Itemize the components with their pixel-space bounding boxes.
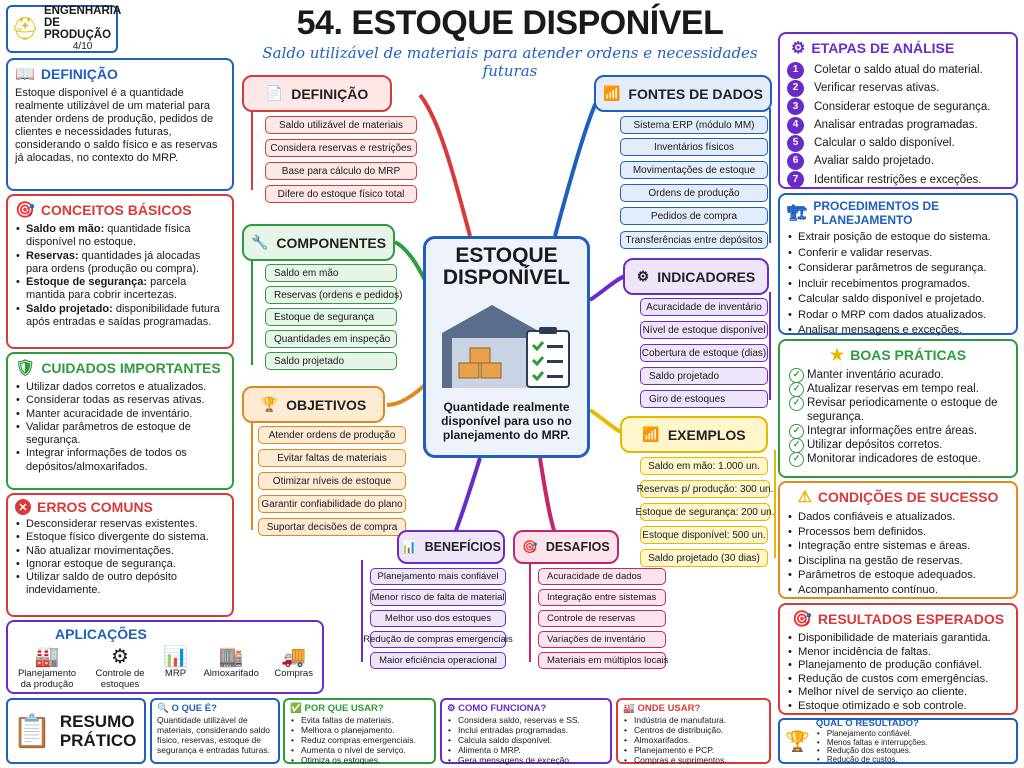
x-circle-icon: ✕ bbox=[15, 499, 31, 515]
leaf-definition: Base para cálculo do MRP bbox=[265, 162, 417, 180]
leaf-data-sources: Transferências entre depósitos bbox=[620, 231, 768, 249]
leaf-objectives: Atender ordens de produção bbox=[258, 426, 406, 444]
list-item: • Evita faltas de materiais. bbox=[290, 715, 429, 725]
leaf-examples: Estoque de segurança: 200 un. bbox=[640, 503, 770, 521]
list-item: • Rodar o MRP com dados atualizados. bbox=[787, 308, 1009, 324]
summary-label: 📋 RESUMO PRÁTICO bbox=[6, 698, 146, 764]
list-item: • Integrar informações de todos os depósitos/almoxarifados. bbox=[15, 447, 225, 474]
leaf-examples: Saldo projetado (30 dias) bbox=[640, 549, 768, 567]
brand-line2: DE PRODUÇÃO bbox=[43, 17, 112, 41]
application-item: 🏭 Planejamento da produção bbox=[17, 646, 77, 690]
list-item: • Melhora o planejamento. bbox=[290, 725, 429, 735]
application-item: 📊 MRP bbox=[163, 646, 188, 679]
list-item: • Inclui entradas programadas. bbox=[447, 725, 605, 735]
warning-icon: ⚠ bbox=[797, 489, 812, 506]
leaf-components: Saldo em mão bbox=[265, 264, 397, 282]
leaf-data-sources: Pedidos de compra bbox=[620, 207, 768, 225]
node-definition: 📄 DEFINIÇÃO bbox=[242, 75, 392, 112]
list-item: • Estoque físico divergente do sistema. bbox=[15, 531, 225, 544]
engineer-helmet-icon: ⛑ bbox=[11, 16, 39, 41]
summary-why: ✅ POR QUE USAR? • Evita faltas de materiais. • Melhora o planejamento. • Reduz compras emergenciais. • Aumenta o nível de serviço. • Otimiza os estoques. bbox=[283, 698, 436, 764]
analysis-steps-panel bbox=[778, 32, 1018, 189]
page-subtitle: Saldo utilizável de materiais para atender ordens e necessidades futuras bbox=[262, 44, 758, 80]
steps-title: ETAPAS DE ANÁLISE bbox=[811, 40, 955, 56]
definition-panel bbox=[6, 58, 234, 191]
list-item: • Redução de custos com emergências. bbox=[787, 673, 1009, 687]
list-item: • Otimiza os estoques. bbox=[290, 755, 429, 765]
list-item: • Menor incidência de faltas. bbox=[787, 646, 1009, 660]
leaf-objectives: Evitar faltas de materiais bbox=[258, 449, 406, 467]
summary-result-list bbox=[816, 730, 928, 764]
list-item: • Considerar todas as reservas ativas. bbox=[15, 394, 225, 407]
errors-title: ERROS COMUNS bbox=[37, 499, 153, 515]
gear-icon: ⚙ bbox=[636, 268, 650, 284]
leaf-data-sources: Ordens de produção bbox=[620, 184, 768, 202]
application-item: 🏬 Almoxarifado bbox=[203, 646, 259, 679]
list-item: ✓ Integrar informações entre áreas. bbox=[787, 424, 1009, 438]
list-item: ✓ Monitorar indicadores de estoque. bbox=[787, 452, 1009, 466]
list-item: • Integração entre sistemas e áreas. bbox=[787, 539, 1009, 554]
list-item: • Centros de distribuição. bbox=[623, 725, 764, 735]
summary-what-text: Quantidade utilizável de materiais, considerando saldo físico, reservas, estoque de segurança e entradas futuras. bbox=[157, 715, 270, 755]
summary-why-list bbox=[290, 715, 429, 765]
concepts-title: CONCEITOS BÁSICOS bbox=[40, 202, 192, 218]
star-icon: ★ bbox=[829, 347, 845, 364]
list-item: • Redução de custos. bbox=[816, 756, 928, 765]
search-icon: 🔍 bbox=[157, 703, 169, 714]
applications-title: APLICAÇÕES bbox=[55, 626, 147, 642]
leaf-indicators: Giro de estoques bbox=[640, 390, 768, 408]
procedures-list bbox=[787, 230, 1009, 339]
leaf-benefits: Menor risco de falta de material bbox=[370, 589, 506, 606]
list-item: 5 Calcular o saldo disponível. bbox=[787, 134, 1009, 152]
list-item: 1 Coletar o saldo atual do material. bbox=[787, 61, 1009, 79]
conditions-list bbox=[787, 510, 1009, 597]
book-icon: 📖 bbox=[15, 66, 35, 83]
leaf-indicators: Saldo projetado bbox=[640, 367, 768, 385]
list-item: • Disciplina na gestão de reservas. bbox=[787, 554, 1009, 569]
tools-icon: 🔧 bbox=[250, 234, 269, 250]
leaf-indicators: Acuracidade de inventário bbox=[640, 298, 768, 316]
leaf-objectives: Garantir confiabilidade do plano bbox=[258, 495, 406, 513]
leaf-challenges: Integração entre sistemas bbox=[538, 589, 666, 606]
list-item: • Desconsiderar reservas existentes. bbox=[15, 518, 225, 531]
list-item: • Validar parâmetros de estoque de segurança. bbox=[15, 421, 225, 448]
check-circle-icon: ✅ bbox=[290, 703, 302, 714]
node-indicators: ⚙ INDICADORES bbox=[623, 258, 769, 295]
list-item: • Reservas: quantidades já alocadas para ordens (produção ou compra). bbox=[15, 250, 225, 277]
list-item: • Saldo em mão: quantidade física disponível no estoque. bbox=[15, 223, 225, 250]
leaf-data-sources: Sistema ERP (módulo MM) bbox=[620, 116, 768, 134]
practices-title: BOAS PRÁTICAS bbox=[850, 347, 967, 363]
leaf-data-sources: Movimentações de estoque bbox=[620, 161, 768, 179]
trophy-icon: 🏆 bbox=[785, 730, 810, 753]
leaf-challenges: Controle de reservas bbox=[538, 610, 666, 627]
list-item: • Extrair posição de estoque do sistema. bbox=[787, 230, 1009, 246]
page-number: 4/10 bbox=[72, 41, 93, 52]
bar-chart-icon: 📶 bbox=[602, 85, 621, 101]
node-data-sources: 📶 FONTES DE DADOS bbox=[594, 75, 772, 112]
leaf-benefits: Planejamento mais confiável bbox=[370, 568, 506, 585]
list-item: • Planejamento confiável. bbox=[816, 730, 928, 739]
list-item: • Manter acuracidade de inventário. bbox=[15, 408, 225, 421]
list-item: • Não atualizar movimentações. bbox=[15, 545, 225, 558]
list-item: • Gera mensagens de exceção. bbox=[447, 755, 605, 765]
page-title: 54. ESTOQUE DISPONÍVEL bbox=[296, 4, 724, 42]
leaf-objectives: Suportar decisões de compra bbox=[258, 518, 406, 536]
leaf-definition: Difere do estoque físico total bbox=[265, 185, 417, 203]
list-item: • Processos bem definidos. bbox=[787, 525, 1009, 540]
concepts-list bbox=[15, 223, 225, 329]
factory-icon: 🏭 bbox=[623, 703, 635, 714]
definition-text: Estoque disponível é a quantidade realmente utilizável de um material para atender ordens de produção, pedidos de clientes e necessidades futuras, considerando o saldo físico e as reservas já alocadas, no contexto do MRP. bbox=[15, 87, 218, 164]
list-item: • Considerar parâmetros de segurança. bbox=[787, 261, 1009, 277]
gear-icon: ⚙ bbox=[447, 703, 456, 714]
list-item: 6 Avaliar saldo projetado. bbox=[787, 152, 1009, 170]
list-item: • Aumenta o nível de serviço. bbox=[290, 745, 429, 755]
node-components: 🔧 COMPONENTES bbox=[242, 224, 395, 261]
list-item: 7 Identificar restrições e exceções. bbox=[787, 171, 1009, 189]
applications-panel bbox=[6, 620, 324, 694]
application-item: 🚚 Compras bbox=[274, 646, 313, 679]
target-icon: 🎯 bbox=[15, 202, 35, 219]
gear-icon: ⚙ bbox=[111, 646, 129, 668]
leaf-benefits: Maior eficiência operacional bbox=[370, 652, 506, 669]
errors-list bbox=[15, 518, 225, 598]
list-item: • Estoque otimizado e sob controle. bbox=[787, 700, 1009, 714]
list-item: 2 Verificar reservas ativas. bbox=[787, 79, 1009, 97]
list-item: ✓ Revisar periodicamente o estoque de segurança. bbox=[787, 396, 1009, 424]
node-benefits: 📊 BENEFÍCIOS bbox=[397, 530, 505, 564]
target-icon: 🎯 bbox=[522, 539, 538, 554]
list-item: • Conferir e validar reservas. bbox=[787, 246, 1009, 262]
bar-chart-icon: 📊 bbox=[163, 646, 188, 668]
list-item: • Dados confiáveis e atualizados. bbox=[787, 510, 1009, 525]
list-item: • Incluir recebimentos programados. bbox=[787, 277, 1009, 293]
list-item: • Ignorar estoque de segurança. bbox=[15, 558, 225, 571]
list-item: • Analisar mensagens e exceções. bbox=[787, 323, 1009, 339]
warehouse-clipboard-illustration bbox=[437, 293, 577, 393]
leaf-data-sources: Inventários físicos bbox=[620, 138, 768, 156]
list-item: • Utilizar saldo de outro depósito indevidamente. bbox=[15, 571, 225, 598]
list-item: • Saldo projetado: disponibilidade futura após entradas e saídas programadas. bbox=[15, 303, 225, 330]
hub-title-line1: ESTOQUE bbox=[455, 244, 558, 267]
results-list bbox=[787, 632, 1009, 713]
shield-check-icon: 🛡 bbox=[15, 360, 36, 377]
care-title: CUIDADOS IMPORTANTES bbox=[41, 360, 221, 376]
list-item: • Calcula saldo disponível. bbox=[447, 735, 605, 745]
results-title: RESULTADOS ESPERADOS bbox=[817, 611, 1005, 627]
node-examples: 📶 EXEMPLOS bbox=[620, 416, 768, 453]
leaf-indicators: Cobertura de estoque (dias) bbox=[640, 344, 768, 362]
best-practices-panel bbox=[778, 339, 1018, 478]
definition-title: DEFINIÇÃO bbox=[40, 66, 118, 82]
clipboard-icon: 📋 bbox=[12, 713, 52, 749]
leaf-components: Estoque de segurança bbox=[265, 308, 397, 326]
list-item: • Utilizar dados corretos e atualizados. bbox=[15, 381, 225, 394]
list-item: • Compras e suprimentos. bbox=[623, 755, 764, 765]
summary-how-list bbox=[447, 715, 605, 765]
target-icon: 🎯 bbox=[791, 611, 812, 628]
list-item: • Acompanhamento contínuo. bbox=[787, 583, 1009, 598]
leaf-examples: Estoque disponível: 500 un. bbox=[640, 526, 768, 544]
truck-icon: 🚚 bbox=[281, 646, 307, 668]
central-hub bbox=[423, 236, 590, 458]
list-item: • Menos faltas e interrupções. bbox=[816, 739, 928, 748]
summary-result-title: QUAL O RESULTADO? bbox=[815, 718, 919, 729]
bar-chart-icon: 📊 bbox=[401, 539, 417, 554]
care-list bbox=[15, 381, 225, 474]
summary-where-list bbox=[623, 715, 764, 765]
list-item: • Planejamento de produção confiável. bbox=[787, 659, 1009, 673]
leaf-challenges: Materiais em múltiplos locais bbox=[538, 652, 666, 669]
expected-results-panel bbox=[778, 603, 1018, 715]
common-errors-panel bbox=[6, 493, 234, 617]
planning-procedures-panel bbox=[778, 193, 1018, 335]
steps-list bbox=[787, 61, 1009, 189]
list-item: • Redução dos estoques. bbox=[816, 747, 928, 756]
list-item: • Estoque de segurança: parcela mantida para cobrir incertezas. bbox=[15, 276, 225, 303]
list-item: • Indústria de manufatura. bbox=[623, 715, 764, 725]
leaf-examples: Saldo em mão: 1.000 un. bbox=[640, 457, 768, 475]
bar-chart-icon: 📶 bbox=[642, 426, 660, 442]
factory-icon: 🏭 bbox=[34, 646, 60, 668]
leaf-components: Reservas (ordens e pedidos) bbox=[265, 286, 397, 304]
leaf-objectives: Otimizar níveis de estoque bbox=[258, 472, 406, 490]
summary-where: 🏭 ONDE USAR? • Indústria de manufatura. • Centros de distribuição. • Almoxarifados. • Planejamento e PCP. • Compras e suprimentos. bbox=[616, 698, 771, 764]
list-item: • Almoxarifados. bbox=[623, 735, 764, 745]
brand-line1: ENGENHARIA bbox=[43, 5, 122, 17]
list-item: • Planejamento e PCP. bbox=[623, 745, 764, 755]
leaf-definition: Saldo utilizável de materiais bbox=[265, 116, 417, 134]
important-care-panel bbox=[6, 352, 234, 490]
list-item: • Parâmetros de estoque adequados. bbox=[787, 568, 1009, 583]
success-conditions-panel bbox=[778, 481, 1018, 599]
list-item: 3 Considerar estoque de segurança. bbox=[787, 98, 1009, 116]
leaf-challenges: Variações de inventário bbox=[538, 631, 666, 648]
procedures-title: PROCEDIMENTOS DE PLANEJAMENTO bbox=[813, 199, 940, 227]
node-challenges: 🎯 DESAFIOS bbox=[513, 530, 619, 564]
document-icon: 📄 bbox=[265, 85, 284, 101]
practices-list bbox=[787, 368, 1009, 466]
conditions-title: CONDIÇÕES DE SUCESSO bbox=[817, 489, 999, 505]
list-item: 4 Analisar entradas programadas. bbox=[787, 116, 1009, 134]
warehouse-icon: 🏬 bbox=[218, 646, 244, 668]
list-item: ✓ Atualizar reservas em tempo real. bbox=[787, 382, 1009, 396]
list-item: ✓ Manter inventário acurado. bbox=[787, 368, 1009, 382]
trophy-icon: 🏆 bbox=[260, 396, 279, 412]
leaf-benefits: Melhor uso dos estoques bbox=[370, 610, 506, 627]
gear-icon: ⚙ bbox=[791, 40, 806, 57]
summary-how: ⚙ COMO FUNCIONA? • Considera saldo, reservas e SS. • Inclui entradas programadas. • Calcula saldo disponível. • Alimenta o MRP. • Gera mensagens de exceção. bbox=[440, 698, 612, 764]
leaf-components: Quantidades em inspeção bbox=[265, 330, 397, 348]
list-item: ✓ Utilizar depósitos corretos. bbox=[787, 438, 1009, 452]
leaf-definition: Considera reservas e restrições bbox=[265, 139, 417, 157]
list-item: • Considera saldo, reservas e SS. bbox=[447, 715, 605, 725]
leaf-components: Saldo projetado bbox=[265, 352, 397, 370]
list-item: • Melhor nível de serviço ao cliente. bbox=[787, 686, 1009, 700]
list-item: • Disponibilidade de materiais garantida. bbox=[787, 632, 1009, 646]
leaf-benefits: Redução de compras emergenciais bbox=[370, 631, 506, 648]
summary-what: 🔍 O QUE É? Quantidade utilizável de materiais, considerando saldo físico, reservas, estoque de segurança e entradas futuras. bbox=[150, 698, 280, 764]
node-objectives: 🏆 OBJETIVOS bbox=[242, 386, 385, 423]
brand-badge bbox=[6, 5, 122, 53]
hub-caption: Quantidade realmente disponível para uso no planejamento do MRP. bbox=[441, 400, 572, 442]
leaf-challenges: Acuracidade de dados bbox=[538, 568, 666, 585]
summary-result bbox=[778, 718, 1018, 764]
application-item: ⚙ Controle de estoques bbox=[95, 646, 145, 690]
list-item: • Calcular saldo disponível e projetado. bbox=[787, 292, 1009, 308]
steel-beam-icon: 🏗 bbox=[787, 205, 808, 222]
hub-title-line2: DISPONÍVEL bbox=[442, 266, 571, 289]
list-item: • Reduz compras emergenciais. bbox=[290, 735, 429, 745]
list-item: • Alimenta o MRP. bbox=[447, 745, 605, 755]
basic-concepts-panel bbox=[6, 194, 234, 349]
leaf-examples: Reservas p/ produção: 300 un. bbox=[640, 480, 770, 498]
leaf-indicators: Nível de estoque disponível bbox=[640, 321, 768, 339]
